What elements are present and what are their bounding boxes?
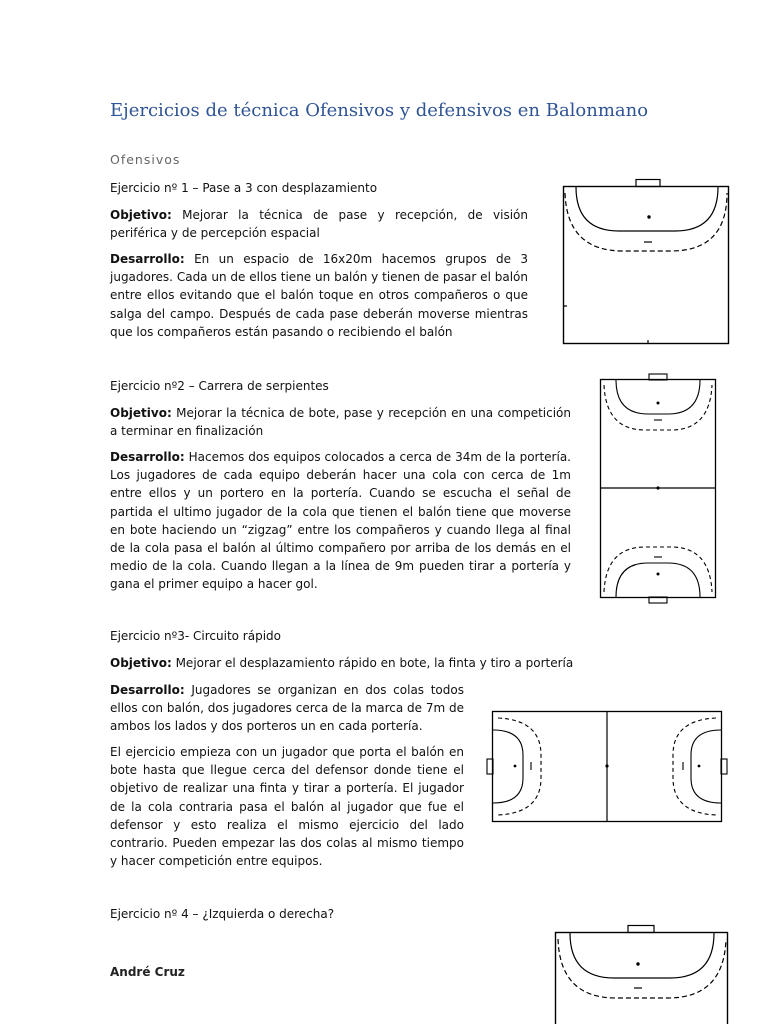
exercise-1-heading: Ejercicio nº 1 – Pase a 3 con desplazamiento (110, 181, 378, 195)
exercise-1-objective: Objetivo: Mejorar la técnica de pase y recepción, de visión periférica y de percepción espacial (110, 208, 528, 241)
author-name: André Cruz (110, 965, 185, 979)
handball-full-court-diagram (597, 373, 720, 603)
section-heading: Ofensivos (110, 152, 181, 167)
exercise-2-development: Desarrollo: Hacemos dos equipos colocados a cerca de 34m de la portería. Los jugadores de cada equipo deberán hacer una cola con cerca de 1m entre ellos y un portero en la portería. Cuando se escucha el señal de partida el ultimo jugador de la cola que tienen el balón tiene que moverse en bote haciendo un “zigzag” entre los compañeros y cuando llega al final de la cola pasa el balón al último compañero por arriba de los demás en el medio de la cola. Cuando llegan a la línea de 9m pueden tirar a portería y gana el primer equipo a hacer gol. (110, 450, 571, 592)
exercise-2-objective: Objetivo: Mejorar la técnica de bote, pase y recepción en una competición a terminar en finalización (110, 406, 571, 439)
exercise-2-heading: Ejercicio nº2 – Carrera de serpientes (110, 379, 329, 393)
exercise-4-heading: Ejercicio nº 4 – ¿Izquierda o derecha? (110, 907, 335, 921)
exercise-1-development: Desarrollo: En un espacio de 16x20m hacemos grupos de 3 jugadores. Cada un de ellos tiene un balón y tienen de pasar el balón entre ellos evitando que el balón toque en otros compañeros o que salga del campo. Después de cada pase deberán moverse mientras que los compañeros están pasando o recibiendo el balón (110, 252, 528, 339)
handball-half-court-diagram (563, 179, 731, 344)
exercise-3-heading: Ejercicio nº3- Circuito rápido (110, 629, 282, 643)
exercise-3-development-continued: El ejercicio empieza con un jugador que porta el balón en bote hasta que llegue cerca del defensor donde tiene el objetivo de realizar una finta y tirar a portería. El jugador de la cola contraria pasa el balón al jugador que fue el defensor y esto realiza el mismo ejercicio del lado contrario. Pueden empezar las dos colas al mismo tiempo y hacer competición entre equipos. (110, 745, 464, 869)
exercise-3-objective: Objetivo: Mejorar el desplazamiento rápido en bote, la finta y tiro a portería (110, 656, 574, 670)
page-title: Ejercicios de técnica Ofensivos y defensivos en Balonmano (110, 100, 649, 121)
handball-half-court-diagram (554, 924, 730, 1024)
handball-full-court-diagram (486, 710, 728, 824)
exercise-3-development: Desarrollo: Jugadores se organizan en dos colas todos ellos con balón, dos jugadores cerca de la marca de 7m de ambos los lados y dos porteros un en cada portería. (110, 683, 464, 734)
